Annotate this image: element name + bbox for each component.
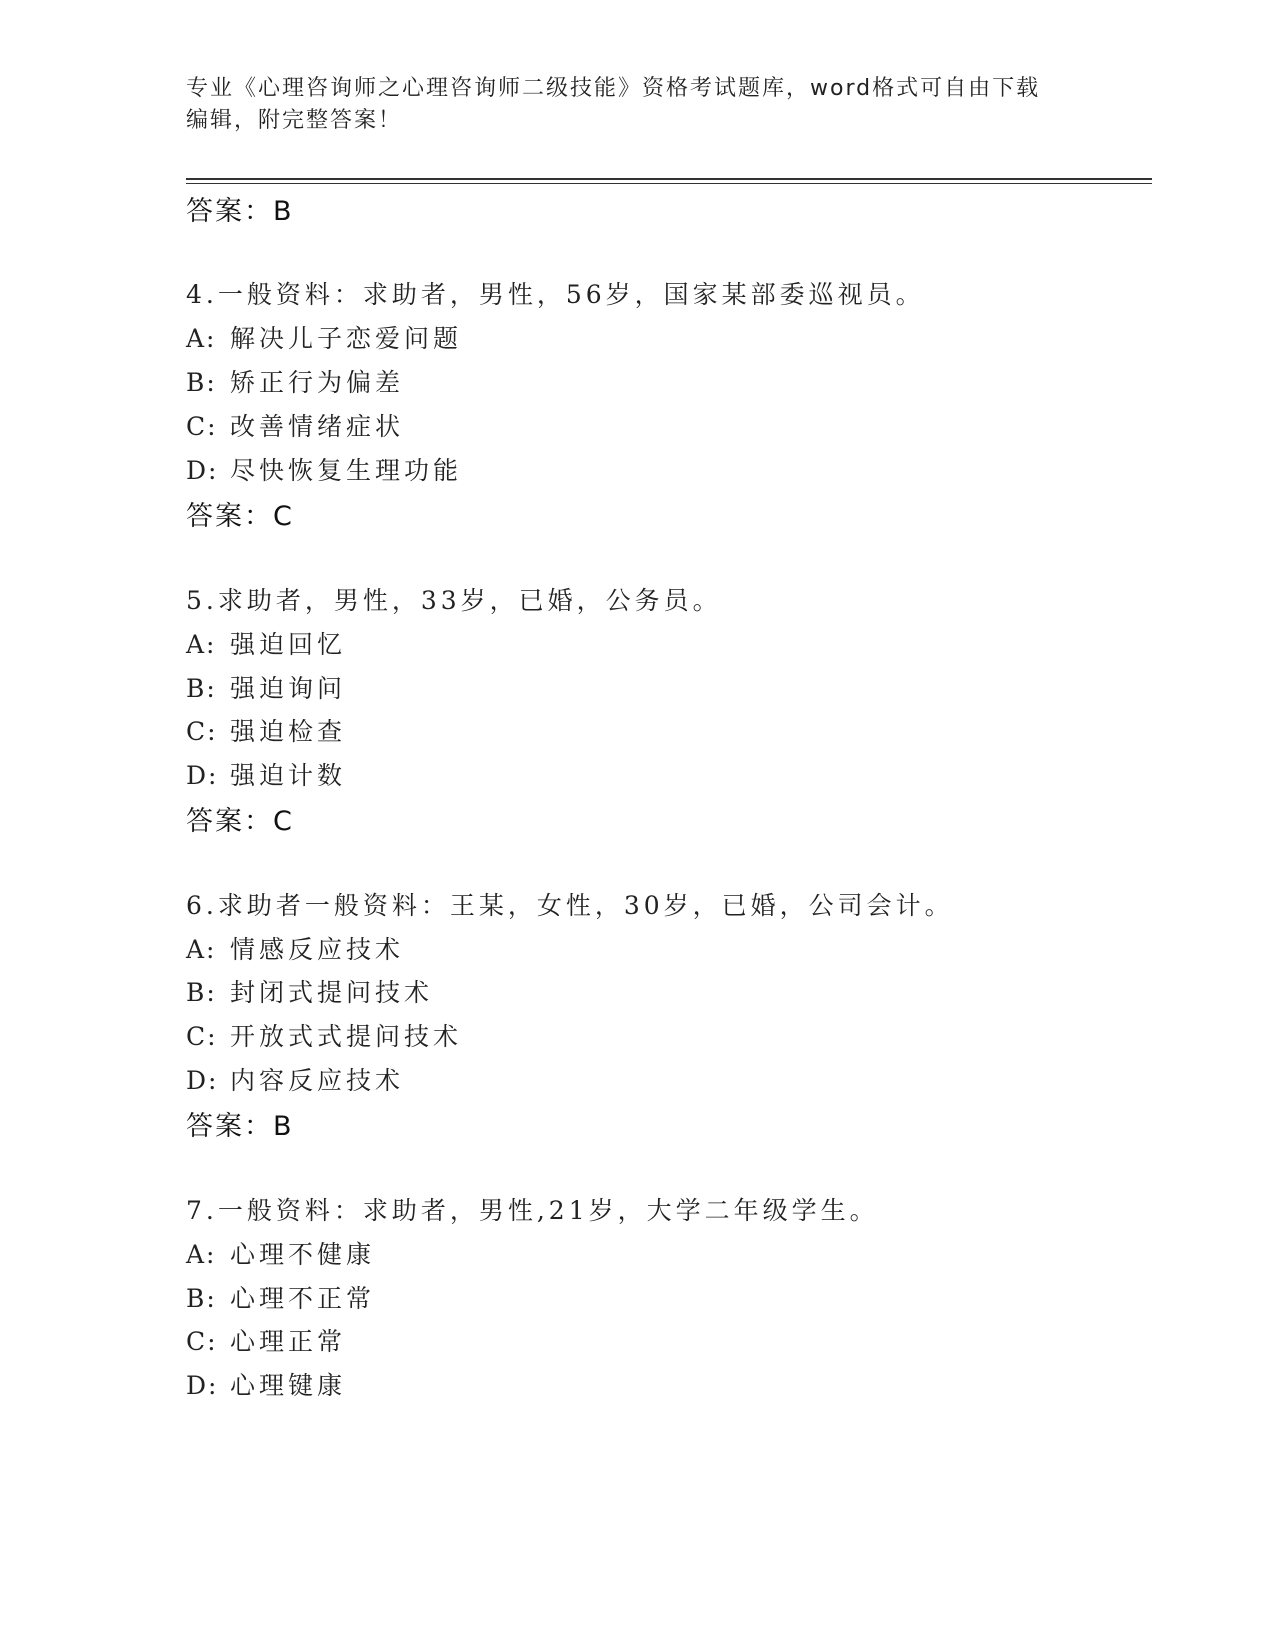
- question-5-answer: 答案：C: [186, 806, 294, 837]
- option-text: 心理不正常: [230, 1284, 376, 1313]
- option-text: 心理不健康: [230, 1240, 376, 1269]
- question-4-option-a: [186, 319, 462, 355]
- option-letter: C:: [186, 717, 218, 746]
- header-divider-thick: [186, 178, 1152, 180]
- option-text: 强迫检查: [230, 717, 347, 746]
- option-letter: A:: [186, 1240, 217, 1269]
- question-4-option-b: [186, 363, 404, 399]
- option-text: 解决儿子恋爱问题: [230, 324, 463, 353]
- option-text: 心理键康: [230, 1371, 347, 1400]
- option-letter: B:: [186, 978, 217, 1007]
- question-7-option-b: [186, 1279, 375, 1315]
- document-header: [186, 73, 1086, 137]
- option-letter: D:: [186, 761, 219, 790]
- option-letter: B:: [186, 1284, 217, 1313]
- option-letter: C:: [186, 1327, 218, 1356]
- option-letter: C:: [186, 1022, 218, 1051]
- question-6-option-d: [186, 1061, 404, 1097]
- option-text: 内容反应技术: [230, 1066, 405, 1095]
- question-6-option-b: [186, 973, 433, 1009]
- option-letter: B:: [186, 674, 217, 703]
- question-7-option-a: [186, 1235, 375, 1271]
- option-letter: C:: [186, 412, 218, 441]
- header-line-1: 专业《心理咨询师之心理咨询师二级技能》资格考试题库，word格式可自由下载: [186, 76, 1041, 101]
- question-6-stem: 6.求助者一般资料：王某，女性，30岁，已婚，公司会计。: [186, 891, 954, 920]
- option-text: 强迫询问: [230, 674, 347, 703]
- option-text: 心理正常: [230, 1327, 347, 1356]
- option-text: 封闭式提问技术: [230, 978, 434, 1007]
- option-letter: A:: [186, 935, 217, 964]
- question-7-option-c: [186, 1322, 346, 1358]
- header-divider-thin: [186, 183, 1152, 184]
- option-letter: D:: [186, 1371, 219, 1400]
- question-5-option-c: [186, 712, 346, 748]
- option-text: 尽快恢复生理功能: [230, 456, 463, 485]
- header-line-2: 编辑，附完整答案！: [186, 108, 403, 133]
- question-5-option-b: [186, 669, 346, 705]
- option-text: 强迫回忆: [230, 630, 347, 659]
- option-letter: A:: [186, 630, 217, 659]
- previous-answer: 答案：B: [186, 196, 294, 227]
- question-7-option-d: [186, 1366, 346, 1402]
- question-4-option-d: [186, 451, 462, 487]
- option-text: 强迫计数: [230, 761, 347, 790]
- question-4-stem: 4.一般资料：求助者，男性，56岁，国家某部委巡视员。: [186, 280, 925, 309]
- question-4-answer: 答案：C: [186, 501, 294, 532]
- option-letter: B:: [186, 368, 217, 397]
- option-text: 开放式式提问技术: [230, 1022, 463, 1051]
- option-letter: D:: [186, 456, 219, 485]
- question-6-answer: 答案：B: [186, 1111, 294, 1142]
- option-text: 情感反应技术: [230, 935, 405, 964]
- question-5-stem: 5.求助者，男性，33岁，已婚，公务员。: [186, 586, 722, 615]
- option-text: 改善情绪症状: [230, 412, 405, 441]
- question-5-option-a: [186, 625, 346, 661]
- option-letter: A:: [186, 324, 217, 353]
- question-6-option-a: [186, 930, 404, 966]
- option-letter: D:: [186, 1066, 219, 1095]
- question-5-option-d: [186, 756, 346, 792]
- question-7-stem: 7.一般资料：求助者，男性,21岁，大学二年级学生。: [186, 1196, 879, 1225]
- option-text: 矫正行为偏差: [230, 368, 405, 397]
- question-4-option-c: [186, 407, 404, 443]
- question-6-option-c: [186, 1017, 462, 1053]
